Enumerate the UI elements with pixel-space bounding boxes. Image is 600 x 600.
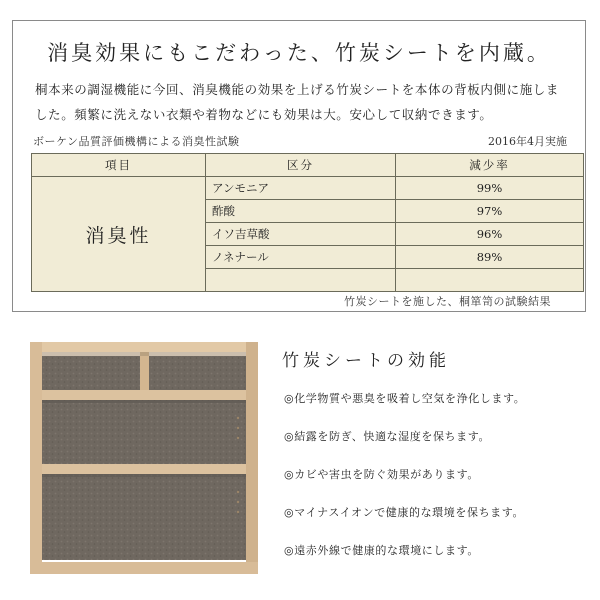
headline: 消臭効果にもこだわった、竹炭シートを内蔵。 [47,41,551,65]
header-item: 項目 [32,154,206,177]
rate-cell: 89% [396,246,584,269]
list-item: ◎結露を防ぎ、快適な湿度を保ちます。 [284,430,491,443]
list-item: ◎化学物質や悪臭を吸着し空気を浄化します。 [284,392,526,405]
header-category: 区分 [206,154,396,177]
rate-cell: 99% [396,177,584,200]
list-item: ◎遠赤外線で健康的な環境にします。 [284,544,479,557]
substance-cell: アンモニア [206,177,396,200]
substance-cell: 酢酸 [206,200,396,223]
substance-cell [206,269,396,292]
rate-cell: 96% [396,223,584,246]
substance-cell: イソ吉草酸 [206,223,396,246]
category-cell: 消臭性 [32,177,206,292]
effects-list [284,380,584,570]
deodorizing-info-panel [12,20,586,312]
rate-cell: 97% [396,200,584,223]
rate-cell [396,269,584,292]
substance-cell: ノネナール [206,246,396,269]
table-row [32,177,584,200]
intro-text: 桐本来の調湿機能に今回、消臭機能の効果を上げる竹炭シートを本体の背板内側に施しました。頻繁に洗えない衣類や着物などにも効果は大。安心して収納できます。 [35,82,560,122]
test-date: 2016年4月実施 [488,135,567,148]
shelf-illustration [30,342,258,574]
shelf-board [42,390,246,400]
shelf-board [42,464,246,474]
test-label: ボーケン品質評価機構による消臭性試験 [33,135,240,148]
table-header-row [32,154,584,177]
list-item: ◎マイナスイオンで健康的な環境を保ちます。 [284,506,525,519]
header-reduction-rate: 減少率 [396,154,584,177]
effects-title: 竹炭シートの効能 [282,351,450,371]
test-caption: 竹炭シートを施した、桐箪笥の試験結果 [344,295,551,308]
results-table [31,153,584,292]
list-item: ◎カビや害虫を防ぐ効果があります。 [284,468,479,481]
